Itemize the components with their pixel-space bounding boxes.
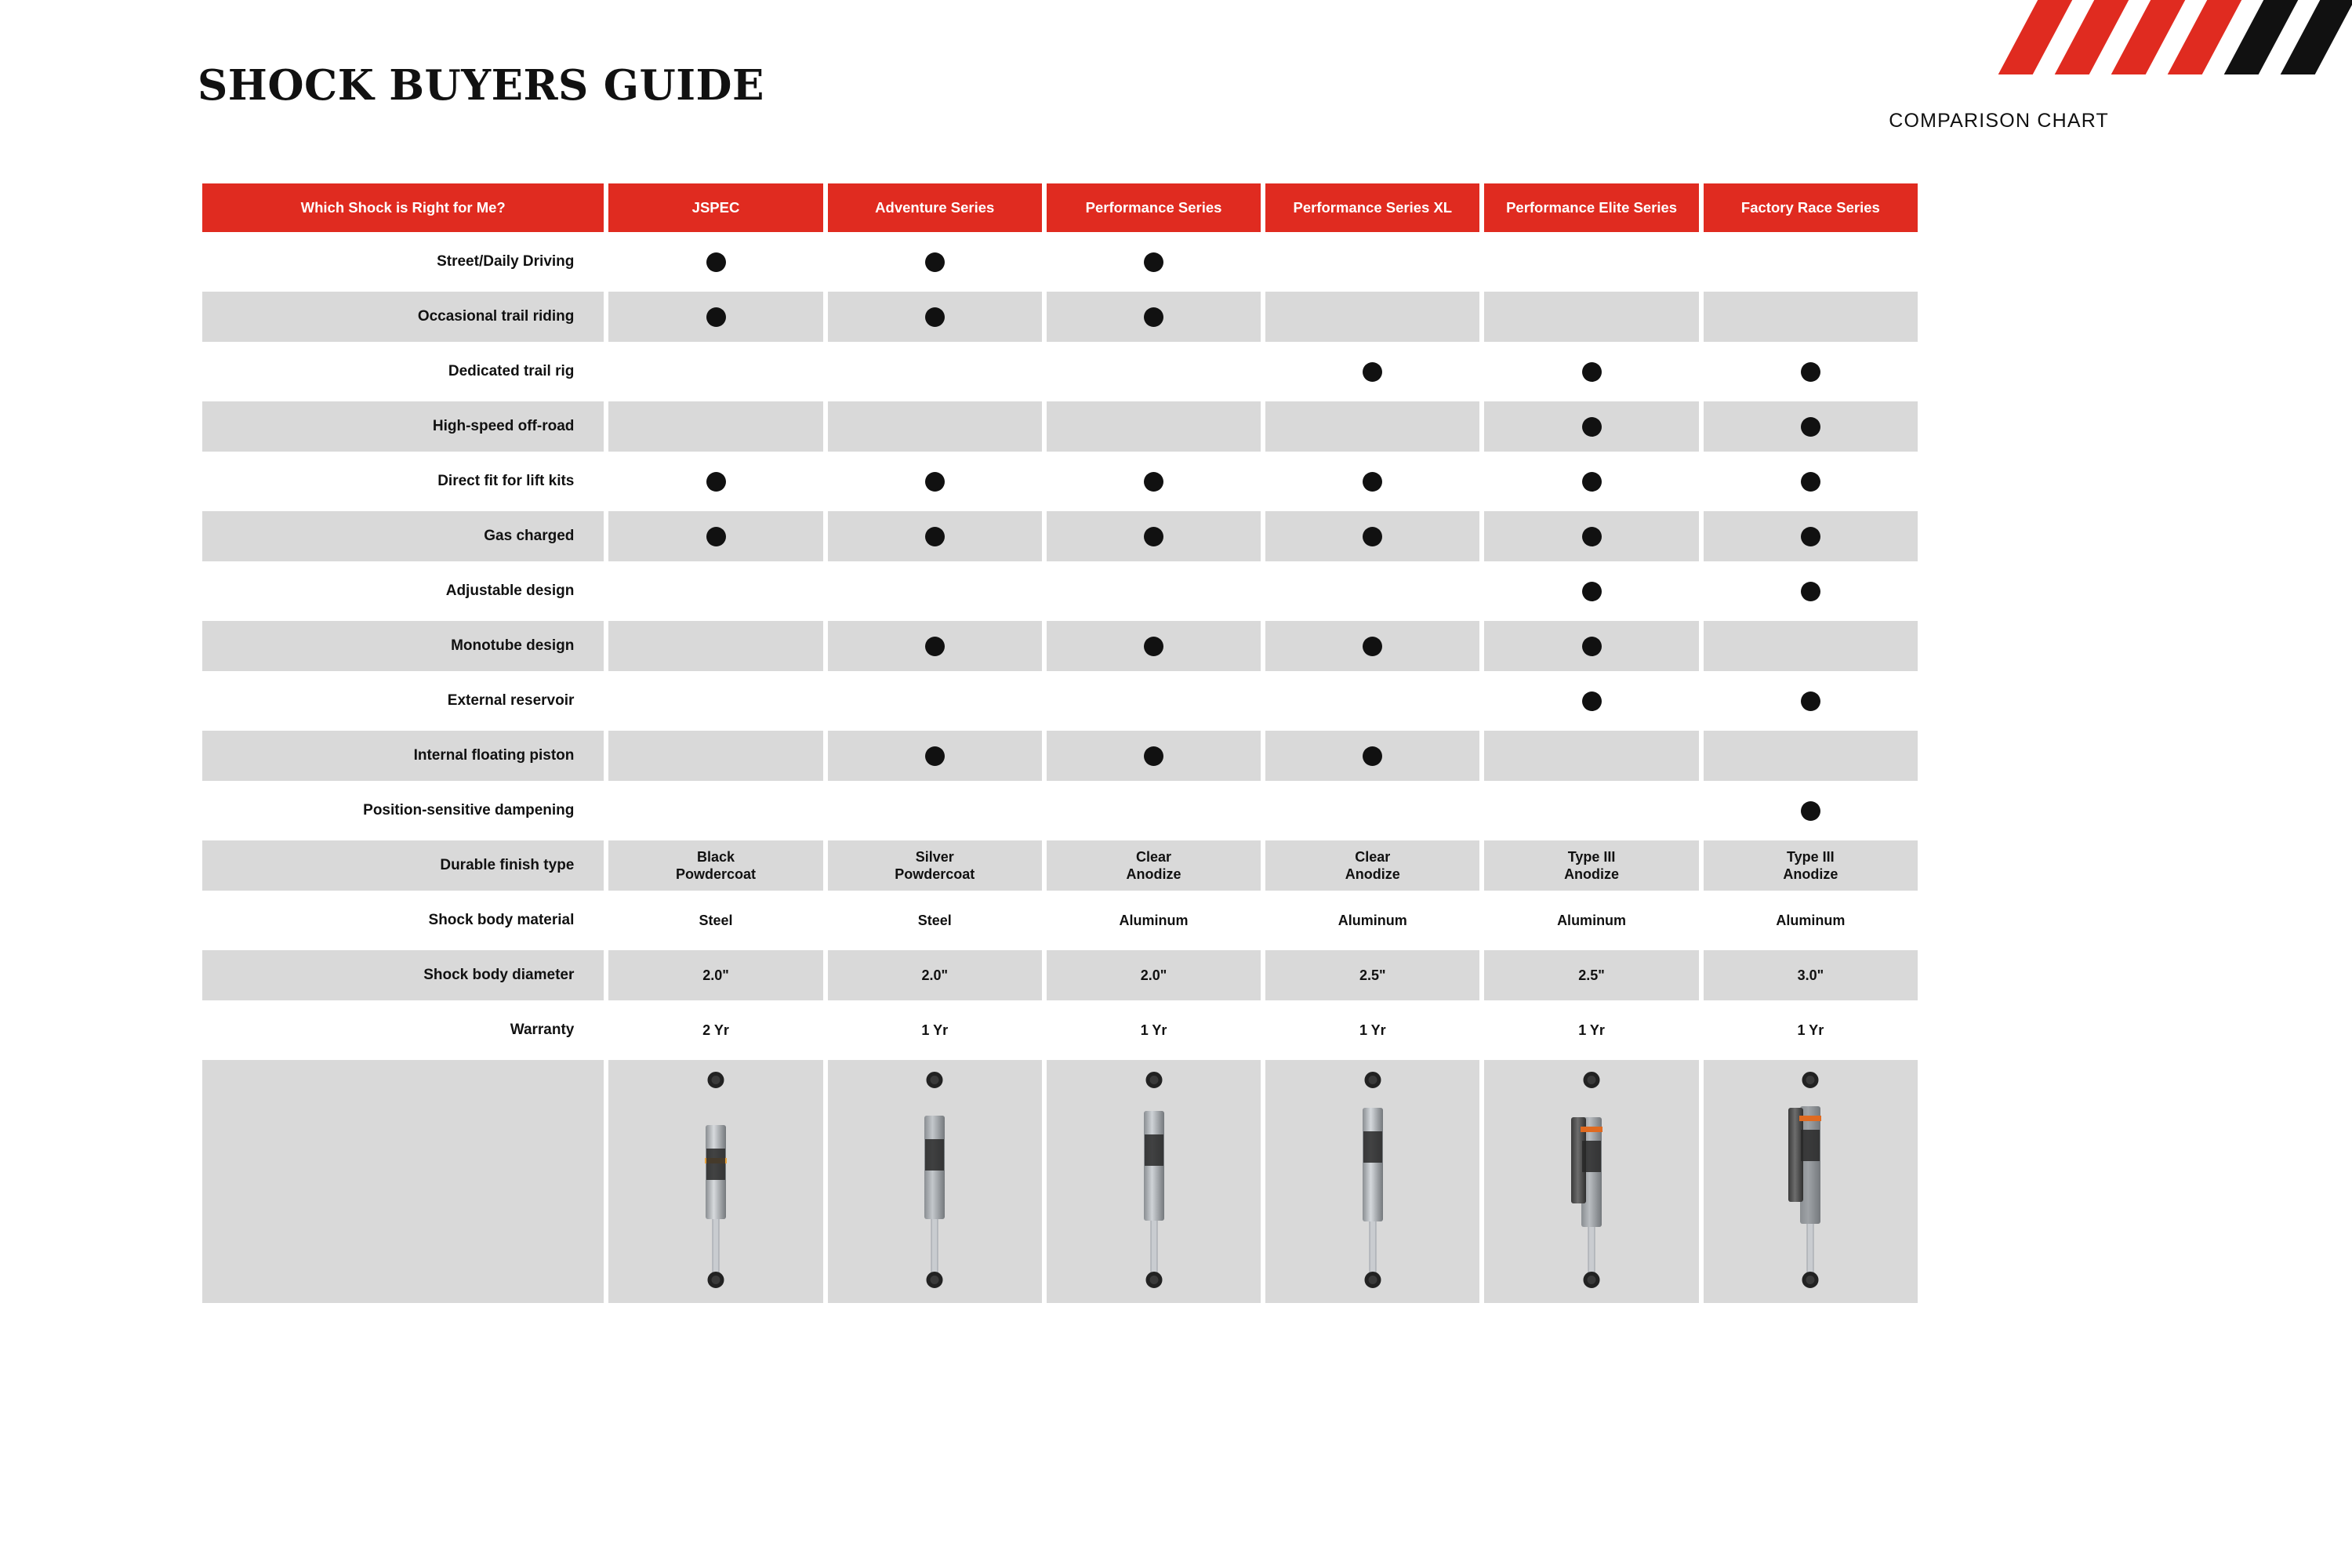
feature-value-adventure-series: Silver Powdercoat xyxy=(828,840,1042,891)
feature-dot-factory-race-series xyxy=(1704,401,1918,452)
feature-dot-performance-series xyxy=(1047,237,1261,287)
filled-dot-icon xyxy=(925,637,945,656)
feature-value-performance-elite-series: 2.5" xyxy=(1484,950,1698,1000)
shock-decal xyxy=(1801,1130,1820,1161)
shock-top-eyelet-icon xyxy=(1584,1072,1600,1088)
shock-illustration xyxy=(1131,1070,1178,1290)
feature-empty-adventure-series xyxy=(828,401,1042,452)
feature-dot-adventure-series xyxy=(828,292,1042,342)
page-title: SHOCK BUYERS GUIDE xyxy=(198,61,764,110)
shock-bottom-eyelet-icon xyxy=(1145,1272,1162,1288)
feature-dot-performance-series xyxy=(1047,621,1261,671)
feature-value-performance-series: 2.0" xyxy=(1047,950,1261,1000)
filled-dot-icon xyxy=(925,252,945,272)
filled-dot-icon xyxy=(1801,472,1820,492)
table-row xyxy=(202,1005,1918,1055)
shock-decal xyxy=(706,1149,725,1180)
feature-dot-performance-elite-series xyxy=(1484,621,1698,671)
filled-dot-icon xyxy=(1801,362,1820,382)
feature-dot-adventure-series xyxy=(828,621,1042,671)
feature-empty-factory-race-series xyxy=(1704,621,1918,671)
filled-dot-icon xyxy=(1582,472,1602,492)
feature-dot-performance-series xyxy=(1047,731,1261,781)
feature-label-monotube-design: Monotube design xyxy=(202,621,604,671)
feature-dot-performance-series-xl xyxy=(1265,456,1479,506)
shock-top-eyelet-icon xyxy=(1145,1072,1162,1088)
filled-dot-icon xyxy=(1144,307,1163,327)
feature-dot-factory-race-series xyxy=(1704,511,1918,561)
feature-label-occasional-trail-riding: Occasional trail riding xyxy=(202,292,604,342)
performance-series-xl-shock-image xyxy=(1265,1060,1479,1303)
feature-empty-adventure-series xyxy=(828,566,1042,616)
feature-dot-performance-elite-series xyxy=(1484,676,1698,726)
shock-illustration xyxy=(1568,1070,1615,1290)
table-row xyxy=(202,566,1918,616)
shock-shaft xyxy=(1369,1221,1376,1272)
shock-shaft xyxy=(1807,1224,1814,1272)
filled-dot-icon xyxy=(706,527,726,546)
feature-empty-jspec xyxy=(608,786,822,836)
shock-body xyxy=(1363,1108,1383,1221)
column-header-jspec: JSPEC xyxy=(608,183,822,232)
feature-label-dedicated-trail-rig: Dedicated trail rig xyxy=(448,363,575,379)
shock-bottom-eyelet-icon xyxy=(927,1272,943,1288)
feature-label-position-sensitive-dampening: Position-sensitive dampening xyxy=(363,802,575,818)
feature-value-factory-race-series: Aluminum xyxy=(1776,912,1846,928)
feature-empty-performance-series-xl xyxy=(1265,401,1479,452)
table-row xyxy=(202,456,1918,506)
adventure-series-shock-image xyxy=(828,1060,1042,1303)
column-header-performance-elite-series: Performance Elite Series xyxy=(1484,183,1698,232)
shock-decal xyxy=(925,1139,944,1171)
feature-dot-performance-elite-series xyxy=(1484,347,1698,397)
shock-top-eyelet-icon xyxy=(927,1072,943,1088)
shock-decal xyxy=(1363,1131,1382,1163)
filled-dot-icon xyxy=(1582,637,1602,656)
shock-body xyxy=(1144,1111,1164,1221)
table-row xyxy=(202,621,1918,671)
filled-dot-icon xyxy=(1801,417,1820,437)
feature-empty-performance-series-xl xyxy=(1265,676,1479,726)
shock-decal xyxy=(1582,1141,1601,1172)
feature-dot-performance-series xyxy=(1047,456,1261,506)
feature-dot-factory-race-series xyxy=(1704,786,1918,836)
feature-empty-performance-elite-series xyxy=(1484,731,1698,781)
filled-dot-icon xyxy=(925,307,945,327)
table-header-row xyxy=(202,183,1918,232)
performance-elite-series-shock-image xyxy=(1484,1060,1698,1303)
feature-value-performance-series-xl: Aluminum xyxy=(1338,912,1407,928)
filled-dot-icon xyxy=(1144,252,1163,272)
shock-illustration xyxy=(911,1070,958,1290)
column-header-performance-series-xl: Performance Series XL xyxy=(1265,183,1479,232)
feature-value-factory-race-series: 1 Yr xyxy=(1797,1022,1824,1038)
feature-value-performance-series: 1 Yr xyxy=(1140,1022,1167,1038)
feature-empty-performance-series-xl xyxy=(1265,566,1479,616)
feature-empty-performance-elite-series xyxy=(1484,786,1698,836)
feature-value-performance-series-xl: 2.5" xyxy=(1265,950,1479,1000)
feature-dot-performance-elite-series xyxy=(1484,566,1698,616)
shock-bottom-eyelet-icon xyxy=(1584,1272,1600,1288)
feature-empty-performance-series-xl xyxy=(1265,292,1479,342)
feature-value-performance-series-xl: Clear Anodize xyxy=(1265,840,1479,891)
feature-label-shock-body-diameter: Shock body diameter xyxy=(202,950,604,1000)
filled-dot-icon xyxy=(706,252,726,272)
filled-dot-icon xyxy=(706,472,726,492)
feature-empty-performance-series xyxy=(1047,347,1261,397)
feature-empty-factory-race-series xyxy=(1704,292,1918,342)
table-row xyxy=(202,731,1918,781)
feature-empty-performance-series xyxy=(1047,786,1261,836)
column-header-performance-series: Performance Series xyxy=(1047,183,1261,232)
performance-series-shock-image xyxy=(1047,1060,1261,1303)
feature-label-shock-body-material: Shock body material xyxy=(428,912,575,928)
feature-empty-performance-elite-series xyxy=(1484,237,1698,287)
feature-empty-performance-series xyxy=(1047,566,1261,616)
feature-empty-performance-series xyxy=(1047,401,1261,452)
shock-comparison-table xyxy=(198,179,1922,1308)
feature-dot-jspec xyxy=(608,456,822,506)
shock-top-eyelet-icon xyxy=(1364,1072,1381,1088)
shock-illustration xyxy=(692,1070,739,1290)
feature-empty-jspec xyxy=(608,621,822,671)
factory-race-series-shock-image xyxy=(1704,1060,1918,1303)
feature-value-performance-elite-series: Aluminum xyxy=(1557,912,1627,928)
shock-band xyxy=(1581,1127,1602,1132)
feature-dot-adventure-series xyxy=(828,237,1042,287)
table-row xyxy=(202,401,1918,452)
filled-dot-icon xyxy=(1801,801,1820,821)
feature-label-high-speed-off-road: High-speed off-road xyxy=(202,401,604,452)
feature-dot-jspec xyxy=(608,292,822,342)
feature-dot-performance-series-xl xyxy=(1265,731,1479,781)
shock-body xyxy=(1800,1106,1820,1224)
feature-value-jspec: Black Powdercoat xyxy=(608,840,822,891)
filled-dot-icon xyxy=(1363,637,1382,656)
feature-value-adventure-series: 1 Yr xyxy=(921,1022,949,1038)
feature-dot-performance-elite-series xyxy=(1484,511,1698,561)
feature-value-performance-series: Aluminum xyxy=(1119,912,1189,928)
shock-shaft xyxy=(713,1219,720,1272)
feature-dot-adventure-series xyxy=(828,456,1042,506)
shock-shaft xyxy=(931,1219,938,1272)
table-row xyxy=(202,786,1918,836)
feature-empty-jspec xyxy=(608,401,822,452)
column-header-factory-race-series: Factory Race Series xyxy=(1704,183,1918,232)
feature-label-warranty: Warranty xyxy=(510,1022,575,1038)
feature-label-external-reservoir: External reservoir xyxy=(447,692,575,709)
filled-dot-icon xyxy=(925,527,945,546)
feature-label-durable-finish-type: Durable finish type xyxy=(202,840,604,891)
feature-dot-performance-series-xl xyxy=(1265,621,1479,671)
table-row xyxy=(202,895,1918,946)
feature-dot-adventure-series xyxy=(828,511,1042,561)
feature-empty-jspec xyxy=(608,347,822,397)
feature-empty-performance-series-xl xyxy=(1265,786,1479,836)
column-header-adventure-series: Adventure Series xyxy=(828,183,1042,232)
table-row xyxy=(202,237,1918,287)
diagonal-stripe-banner xyxy=(1646,0,2352,74)
feature-empty-performance-series-xl xyxy=(1265,237,1479,287)
feature-empty-adventure-series xyxy=(828,347,1042,397)
shock-decal xyxy=(1145,1134,1163,1166)
shock-bottom-eyelet-icon xyxy=(708,1272,724,1288)
feature-value-adventure-series: Steel xyxy=(917,912,952,928)
feature-dot-adventure-series xyxy=(828,731,1042,781)
shock-illustration xyxy=(1349,1070,1396,1290)
feature-label-gas-charged: Gas charged xyxy=(202,511,604,561)
table-row xyxy=(202,347,1918,397)
feature-label-internal-floating-piston: Internal floating piston xyxy=(202,731,604,781)
feature-empty-performance-elite-series xyxy=(1484,292,1698,342)
table-row xyxy=(202,950,1918,1000)
table-row xyxy=(202,292,1918,342)
feature-empty-adventure-series xyxy=(828,786,1042,836)
filled-dot-icon xyxy=(1144,527,1163,546)
feature-empty-factory-race-series xyxy=(1704,237,1918,287)
feature-value-jspec: Steel xyxy=(699,912,733,928)
feature-dot-jspec xyxy=(608,511,822,561)
feature-dot-performance-elite-series xyxy=(1484,456,1698,506)
feature-value-performance-series: Clear Anodize xyxy=(1047,840,1261,891)
feature-label-adjustable-design: Adjustable design xyxy=(445,583,575,599)
column-header-feature: Which Shock is Right for Me? xyxy=(202,183,604,232)
filled-dot-icon xyxy=(1363,362,1382,382)
shock-illustration xyxy=(1787,1070,1834,1290)
filled-dot-icon xyxy=(706,307,726,327)
comparison-chart-label: COMPARISON CHART xyxy=(1889,110,2109,132)
feature-value-jspec: 2.0" xyxy=(608,950,822,1000)
feature-dot-performance-series xyxy=(1047,511,1261,561)
filled-dot-icon xyxy=(1144,637,1163,656)
filled-dot-icon xyxy=(1582,417,1602,437)
filled-dot-icon xyxy=(1801,691,1820,711)
feature-dot-factory-race-series xyxy=(1704,347,1918,397)
feature-dot-jspec xyxy=(608,237,822,287)
feature-empty-adventure-series xyxy=(828,676,1042,726)
feature-value-factory-race-series: Type III Anodize xyxy=(1704,840,1918,891)
feature-dot-performance-series-xl xyxy=(1265,347,1479,397)
filled-dot-icon xyxy=(1582,527,1602,546)
feature-empty-jspec xyxy=(608,731,822,781)
table-body xyxy=(202,237,1918,1303)
feature-empty-jspec xyxy=(608,566,822,616)
jspec-shock-image xyxy=(608,1060,822,1303)
filled-dot-icon xyxy=(1582,582,1602,601)
shock-shaft xyxy=(1150,1221,1157,1272)
shock-shaft xyxy=(1588,1227,1595,1272)
shock-top-eyelet-icon xyxy=(1802,1072,1819,1088)
table-row xyxy=(202,676,1918,726)
table-row xyxy=(202,511,1918,561)
feature-empty-jspec xyxy=(608,676,822,726)
filled-dot-icon xyxy=(925,746,945,766)
feature-dot-factory-race-series xyxy=(1704,676,1918,726)
filled-dot-icon xyxy=(1801,527,1820,546)
filled-dot-icon xyxy=(925,472,945,492)
feature-empty-factory-race-series xyxy=(1704,731,1918,781)
feature-label-street-daily-driving: Street/Daily Driving xyxy=(437,253,575,270)
shock-bottom-eyelet-icon xyxy=(1364,1272,1381,1288)
filled-dot-icon xyxy=(1801,582,1820,601)
filled-dot-icon xyxy=(1363,746,1382,766)
feature-value-factory-race-series: 3.0" xyxy=(1704,950,1918,1000)
filled-dot-icon xyxy=(1363,472,1382,492)
feature-value-performance-series-xl: 1 Yr xyxy=(1359,1022,1386,1038)
feature-value-performance-elite-series: 1 Yr xyxy=(1578,1022,1605,1038)
feature-value-jspec: 2 Yr xyxy=(702,1022,729,1038)
product-image-row-spacer xyxy=(202,1060,604,1303)
feature-empty-performance-series xyxy=(1047,676,1261,726)
shock-band xyxy=(1799,1116,1821,1121)
feature-value-performance-elite-series: Type III Anodize xyxy=(1484,840,1698,891)
feature-value-adventure-series: 2.0" xyxy=(828,950,1042,1000)
filled-dot-icon xyxy=(1582,362,1602,382)
feature-dot-performance-series-xl xyxy=(1265,511,1479,561)
feature-dot-performance-elite-series xyxy=(1484,401,1698,452)
filled-dot-icon xyxy=(1144,746,1163,766)
filled-dot-icon xyxy=(1363,527,1382,546)
feature-dot-factory-race-series xyxy=(1704,456,1918,506)
feature-label-direct-fit-for-lift-kits: Direct fit for lift kits xyxy=(437,473,575,489)
feature-dot-factory-race-series xyxy=(1704,566,1918,616)
filled-dot-icon xyxy=(1582,691,1602,711)
product-image-row xyxy=(202,1060,1918,1303)
feature-dot-performance-series xyxy=(1047,292,1261,342)
filled-dot-icon xyxy=(1144,472,1163,492)
shock-top-eyelet-icon xyxy=(708,1072,724,1088)
table-row xyxy=(202,840,1918,891)
shock-bottom-eyelet-icon xyxy=(1802,1272,1819,1288)
